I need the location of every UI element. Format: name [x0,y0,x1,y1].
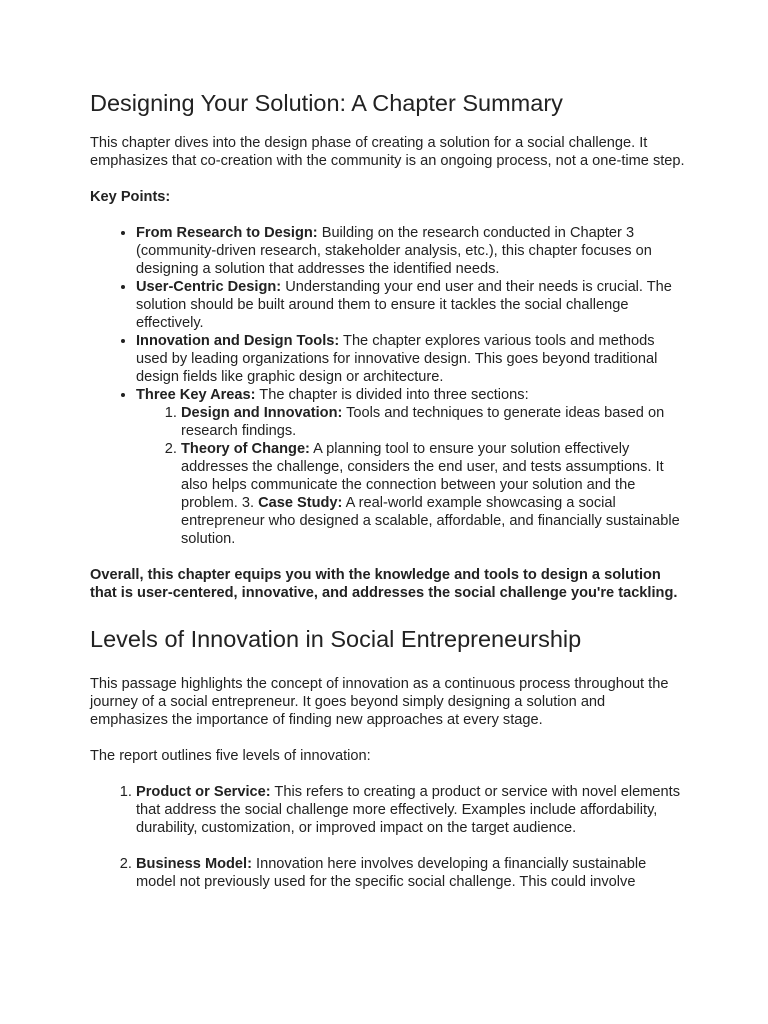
item-label: Case Study: [258,495,343,511]
item-label: Product or Service: [136,784,271,800]
list-item [136,224,686,278]
sections-list [136,404,686,548]
item-label: User-Centric Design: [136,279,282,295]
list-item [136,783,686,837]
item-text: Innovation here involves developing a financially sustainable model not previously used for the specific social challenge. This could involve [136,856,647,890]
list-item [181,440,686,548]
item-text: Understanding your end user and their needs is crucial. The solution should be built around them to ensure it tackles the social challenge effectively. [136,279,672,331]
intro-paragraph: This passage highlights the concept of innovation as a continuous process throughout the journey of a social entrepreneur. It goes beyond simply designing a solution and emphasizes the importance of finding new approaches at every stage. [90,676,669,728]
item-text: Tools and techniques to generate ideas based on research findings. [181,405,665,439]
item-text: A planning tool to ensure your solution effectively addresses the challenge, considers the end user, and tests assumptions. It also helps communicate the connection between your solution and the problem. 3. [181,441,664,511]
item-text: The chapter is divided into three sections: [255,387,529,403]
item-text: This refers to creating a product or service with novel elements that address the social challenge more effectively. Examples include affordability, durability, customization, or improved impact on the target audience. [136,784,680,836]
intro-paragraph: This chapter dives into the design phase of creating a solution for a social challenge. It emphasizes that co-creation with the community is an ongoing process, not a one-time step. [90,135,685,169]
item-label: Innovation and Design Tools: [136,333,340,349]
item-label: Design and Innovation: [181,405,343,421]
document-page [90,88,686,891]
summary-paragraph: Overall, this chapter equips you with the knowledge and tools to design a solution that is user-centered, innovative, and addresses the social challenge you're tackling. [90,567,678,601]
item-label: From Research to Design: [136,225,318,241]
section-title: Designing Your Solution: A Chapter Summary [90,90,563,116]
item-label: Business Model: [136,856,252,872]
key-points-list [90,224,686,548]
list-item [136,332,686,386]
list-item [181,404,686,440]
list-item [136,386,686,548]
key-points-label: Key Points: [90,189,171,205]
list-item [136,278,686,332]
outline-paragraph: The report outlines five levels of innovation: [90,748,371,764]
item-text: Building on the research conducted in Chapter 3 (community-driven research, stakeholder analysis, etc.), this chapter focuses on designing a solution that addresses the identified needs. [136,225,652,277]
list-item [136,855,686,891]
item-text: The chapter explores various tools and methods used by leading organizations for innovative design. This goes beyond traditional design fields like graphic design or architecture. [136,333,658,385]
item-text: A real-world example showcasing a social entrepreneur who designed a scalable, affordable, and financially sustainable solution. [181,495,680,547]
item-label: Three Key Areas: [136,387,256,403]
item-label: Theory of Change: [181,441,310,457]
levels-list [90,783,686,891]
section-title: Levels of Innovation in Social Entrepreneurship [90,626,582,652]
